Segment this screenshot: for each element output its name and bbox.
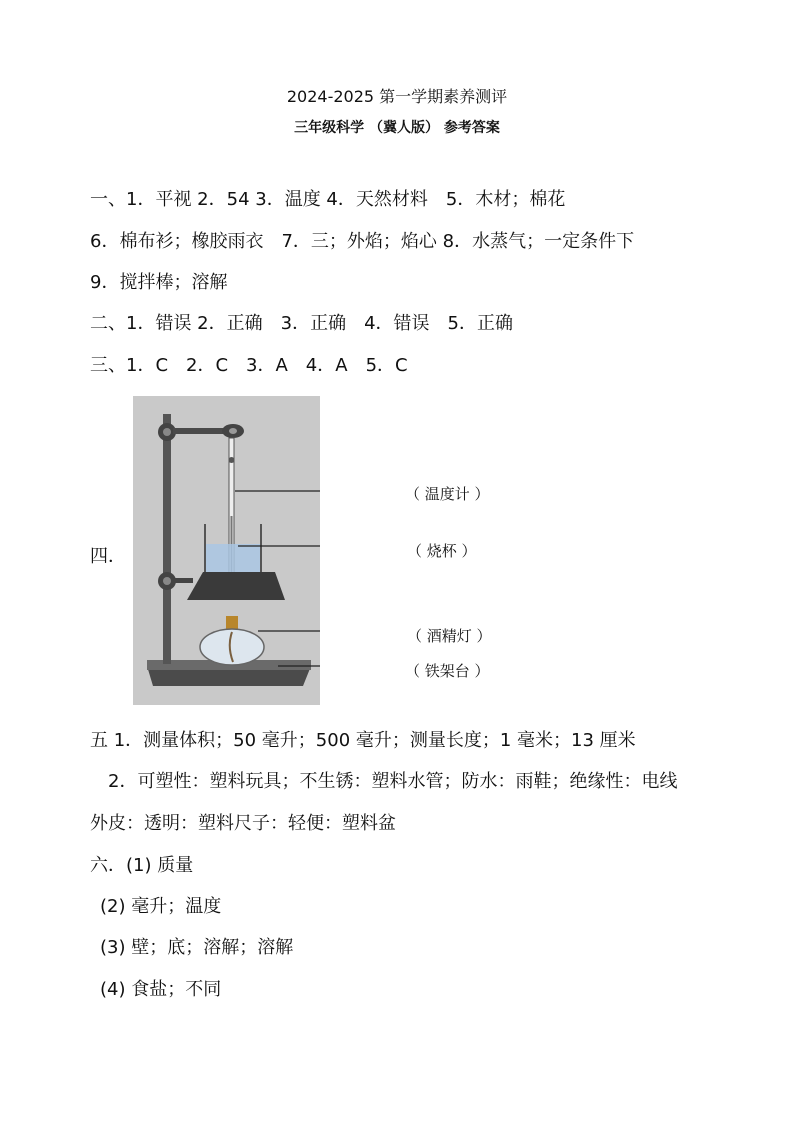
page-title: 2024-2025 第一学期素养测评 [286, 87, 508, 106]
answer-line-5: 三、1．C 2．C 3．A 4．A 5．C [90, 355, 408, 376]
answer-line-2: 6．棉布衫；橡胶雨衣 7．三；外焰；焰心 8．水蒸气；一定条件下 [90, 231, 635, 252]
answer-line-6: 五 1．测量体积；50 毫升；500 毫升；测量长度；1 毫米；13 厘米 [90, 730, 636, 751]
label-iron-stand: （ 铁架台 ） [405, 662, 490, 680]
lab-apparatus-figure [133, 396, 320, 705]
answer-line-7: 2．可塑性：塑料玩具；不生锈：塑料水管；防水：雨鞋；绝缘性：电线 [108, 771, 678, 792]
answer-line-3: 9．搅拌棒；溶解 [90, 272, 228, 293]
answer-line-10: (2) 毫升；温度 [100, 896, 222, 917]
section-4-label: 四． [90, 546, 126, 567]
answer-line-9: 六．(1) 质量 [90, 855, 194, 876]
answer-line-12: (4) 食盐；不同 [100, 979, 222, 1000]
answer-line-1: 一、1．平视 2．54 3．温度 4．天然材料 5．木材；棉花 [90, 189, 566, 210]
answer-line-4: 二、1．错误 2．正确 3．正确 4．错误 5．正确 [90, 313, 513, 334]
answer-line-8: 外皮：透明：塑料尺子：轻便：塑料盆 [90, 813, 396, 834]
page-subtitle: 三年级科学 （冀人版） 参考答案 [294, 120, 500, 136]
label-alcohol-lamp: （ 酒精灯 ） [407, 627, 492, 645]
label-thermometer: （ 温度计 ） [405, 485, 490, 503]
answer-line-11: (3) 壁；底；溶解；溶解 [100, 937, 294, 958]
label-beaker: （ 烧杯 ） [407, 542, 477, 560]
